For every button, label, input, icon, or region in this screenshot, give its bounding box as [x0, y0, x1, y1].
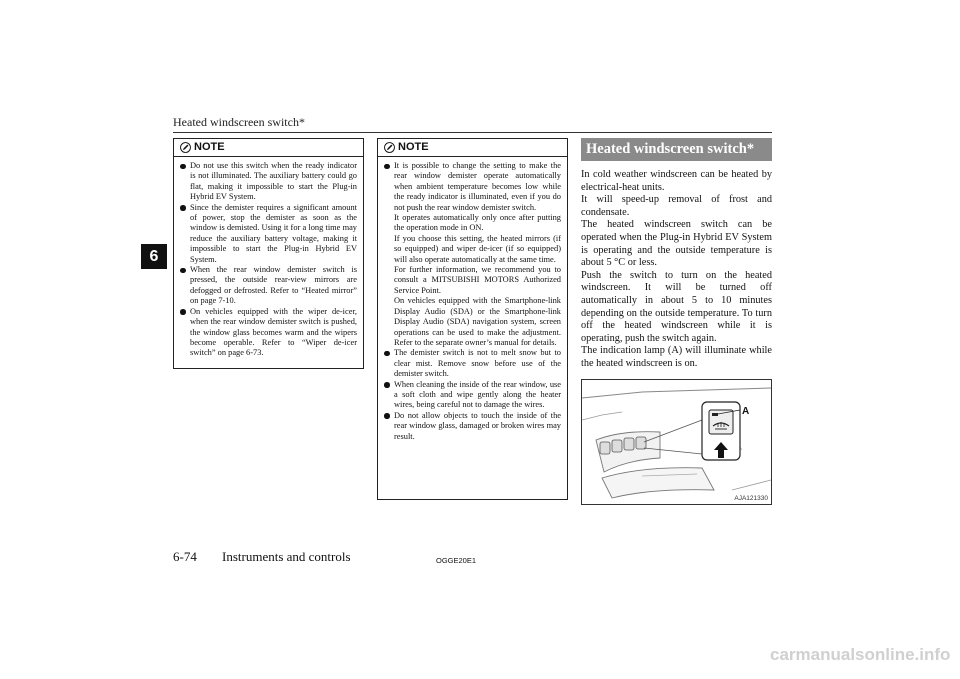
chapter-tab: 6: [141, 244, 167, 269]
note-box-middle: [377, 138, 568, 500]
section-body: [581, 169, 772, 371]
document-code: OGGE20E1: [436, 556, 477, 565]
body-paragraph: In cold weather windscreen can be heated by electrical-heat units.: [581, 169, 772, 193]
page-header-title: Heated windscreen switch*: [173, 115, 305, 129]
note-header: [378, 139, 567, 157]
note-paragraph: If you choose this setting, the heated mirrors (if so equipped) and wiper de-icer (if so equipped) will also operate automatically at the same time.: [394, 233, 561, 264]
callout-label: A: [742, 406, 750, 417]
note-item: The demister switch is not to melt snow but to clear mist. Remove snow before use of the demister switch.: [384, 348, 561, 379]
note-box-left: [173, 138, 364, 369]
dashboard-outline: [582, 388, 771, 398]
page-header-rule: [173, 132, 772, 133]
body-paragraph: The indication lamp (A) will illuminate while the heated windscreen is on.: [581, 345, 772, 369]
watermark: carmanualsonline.info: [770, 645, 951, 664]
note-paragraph: For further information, we recommend you to consult a MITSUBISHI MOTORS Authorized Service Point.: [394, 265, 561, 295]
section-title: Heated windscreen switch*: [581, 138, 772, 161]
body-paragraph: Push the switch to turn on the heated windscreen. It will be turned off automatically in about 5 to 10 minutes depending on the outside temperature. To turn off the heated windscreen while it is operating, push the switch again.: [581, 269, 772, 344]
note-item: Do not use this switch when the ready indicator is not illuminated. The auxiliary battery could go flat, making it impossible to start the Plug-in Hybrid EV System.: [180, 161, 357, 203]
page-number: 6-74: [173, 549, 197, 564]
note-pencil-icon: [180, 142, 191, 153]
note-pencil-icon: [384, 142, 395, 153]
note-item: Since the demister requires a significant amount of power, stop the demister as soon as the window is demisted. Using it for a long time may reduce the auxiliary battery voltage, making it impossible to start the Plug-in Hybrid EV System.: [180, 203, 357, 265]
note-item: On vehicles equipped with the wiper de-icer, when the rear window demister switch is pushed, the window glass becomes warm and the wipers become operable. Refer to “Wiper de-icer switch” on page 6-73.: [180, 307, 357, 359]
note-item: When the rear window demister switch is pressed, the outside rear-view mirrors are defogged or defrosted. Refer to “Heated mirror” on page 7-10.: [180, 265, 357, 307]
note-item: When cleaning the inside of the rear window, use a soft cloth and wipe gently along the heater wires, being careful not to damage the wires.: [384, 380, 561, 411]
note-item: [384, 161, 561, 348]
note-paragraph: On vehicles equipped with the Smartphone-link Display Audio (SDA) or the Smartphone-link Display Audio (SDA) navigation system, screen operations can be used to make the adjustment. Refer to the separate owner’s manual for details.: [394, 296, 561, 347]
note-label: NOTE: [194, 141, 225, 154]
note-item: Do not allow objects to touch the inside of the rear window glass, damaged or broken wires may result.: [384, 411, 561, 442]
note-label: NOTE: [398, 141, 429, 154]
body-paragraph: It will speed-up removal of frost and condensate.: [581, 194, 772, 218]
footer-section-name: Instruments and controls: [222, 549, 351, 564]
switch-illustration: [581, 379, 772, 505]
note-paragraph: It operates automatically only once after putting the operation mode in ON.: [394, 213, 561, 233]
note-header: [174, 139, 363, 157]
note-paragraph: It is possible to change the setting to make the rear window demister operate automatically when ambient temperature becomes low while the ready indicator is illuminated, even if you do not push the rear window demister switch.: [394, 161, 561, 212]
figure-code: AJA121330: [734, 495, 768, 502]
body-paragraph: The heated windscreen switch can be operated when the Plug-in Hybrid EV System is operating and the outside temperature is about 5 °C or less.: [581, 219, 772, 269]
